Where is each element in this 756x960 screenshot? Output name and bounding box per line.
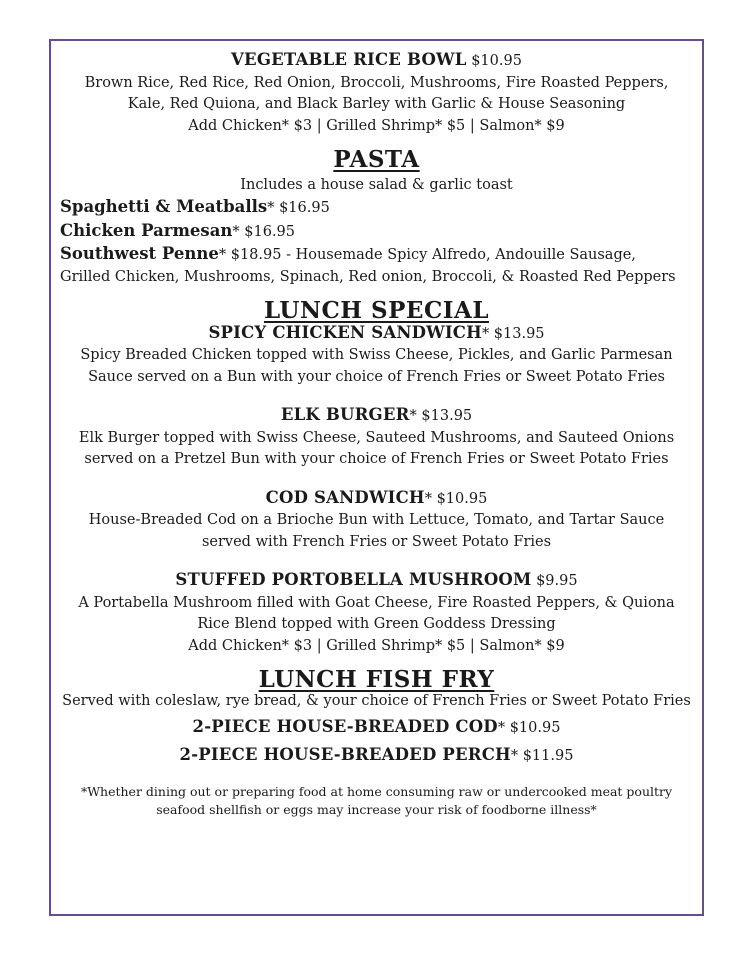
item-price: $13.95	[421, 408, 473, 424]
item-addons: Add Chicken* $3 | Grilled Shrimp* $5 | Salmon* $9	[188, 637, 565, 654]
item-description: served with French Fries or Sweet Potato Fries	[201, 533, 552, 550]
item-description: Sauce served on a Bun with your choice of French Fries or Sweet Potato Fries	[88, 368, 665, 385]
item-name: Chicken Parmesan	[60, 220, 233, 240]
disclaimer-line: seafood shellfish or eggs may increase your risk of foodborne illness*	[156, 802, 597, 817]
item-price: $13.95	[493, 325, 545, 342]
item-mark: *	[497, 720, 506, 736]
item-mark: *	[267, 200, 275, 216]
item-description: - Housemade Spicy Alfredo, Andouille Sausage,	[281, 247, 636, 263]
item-description: Rice Blend topped with Green Goddess Dressing	[197, 616, 556, 632]
item-name: Spaghetti & Meatballs	[60, 197, 268, 216]
item-price: $10.95	[471, 53, 522, 69]
disclaimer-line: *Whether dining out or preparing food at home consuming raw or undercooked meat poultry	[80, 784, 673, 799]
item-description: Elk Burger topped with Swiss Cheese, Sauteed Mushrooms, and Sauteed Onions	[78, 429, 675, 446]
pasta-item	[51, 220, 702, 244]
item-price: $10.95	[509, 720, 561, 736]
item-title: SPICY CHICKEN SANDWICH	[208, 322, 482, 342]
lunch-item-header	[51, 322, 702, 346]
section-note: Includes a house salad & garlic toast	[240, 176, 513, 193]
pasta-item	[51, 196, 702, 220]
fish-fry-item	[51, 716, 702, 740]
section-heading-pasta: PASTA	[333, 146, 420, 173]
item-price: $11.95	[522, 747, 574, 764]
item-description: Grilled Chicken, Mushrooms, Spinach, Red onion, Broccoli, & Roasted Red Peppers	[60, 268, 676, 285]
item-price: $16.95	[244, 223, 296, 240]
section-note: Served with coleslaw, rye bread, & your choice of French Fries or Sweet Potato Fries	[62, 692, 691, 709]
vegetable-rice-bowl-header	[51, 49, 702, 73]
item-title: 2-PIECE HOUSE-BREADED COD	[192, 717, 498, 736]
fish-fry-item	[51, 744, 702, 768]
item-mark: *	[424, 490, 432, 507]
section-heading-fish-fry: LUNCH FISH FRY	[258, 666, 495, 693]
item-mark: *	[232, 223, 240, 240]
item-name: Southwest Penne	[60, 244, 219, 263]
item-mark: *	[218, 247, 227, 263]
item-price: $16.95	[279, 200, 330, 216]
item-description: House-Breaded Cod on a Brioche Bun with Lettuce, Tomato, and Tartar Sauce	[88, 512, 665, 528]
item-description: Kale, Red Quiona, and Black Barley with Garlic & House Seasoning	[127, 96, 626, 112]
item-addons: Add Chicken* $3 | Grilled Shrimp* $5 | Salmon* $9	[188, 117, 565, 134]
item-mark: *	[510, 747, 519, 764]
item-title: COD SANDWICH	[265, 487, 425, 507]
lunch-item-header	[51, 487, 702, 511]
item-description: Spicy Breaded Chicken topped with Swiss Cheese, Pickles, and Garlic Parmesan	[80, 347, 673, 363]
item-title: ELK BURGER	[280, 405, 410, 424]
item-description: A Portabella Mushroom filled with Goat Cheese, Fire Roasted Peppers, & Quiona	[78, 594, 675, 611]
item-title: STUFFED PORTOBELLA MUSHROOM	[175, 570, 532, 589]
item-title: 2-PIECE HOUSE-BREADED PERCH	[179, 744, 511, 764]
section-heading-lunch-special: LUNCH SPECIAL	[263, 297, 490, 324]
item-price: $10.95	[436, 490, 488, 507]
item-description: served on a Pretzel Bun with your choice of French Fries or Sweet Potato Fries	[84, 451, 669, 467]
lunch-item-header	[51, 569, 702, 593]
item-title: VEGETABLE RICE BOWL	[231, 50, 467, 69]
item-price: $9.95	[536, 573, 578, 589]
pasta-item	[51, 243, 702, 267]
item-mark: *	[481, 325, 490, 342]
lunch-item-header	[51, 404, 702, 428]
item-description: Brown Rice, Red Rice, Red Onion, Broccoli, Mushrooms, Fire Roasted Peppers,	[84, 74, 669, 91]
item-price: $18.95	[230, 247, 282, 263]
menu-content	[51, 41, 702, 819]
item-mark: *	[409, 408, 417, 424]
